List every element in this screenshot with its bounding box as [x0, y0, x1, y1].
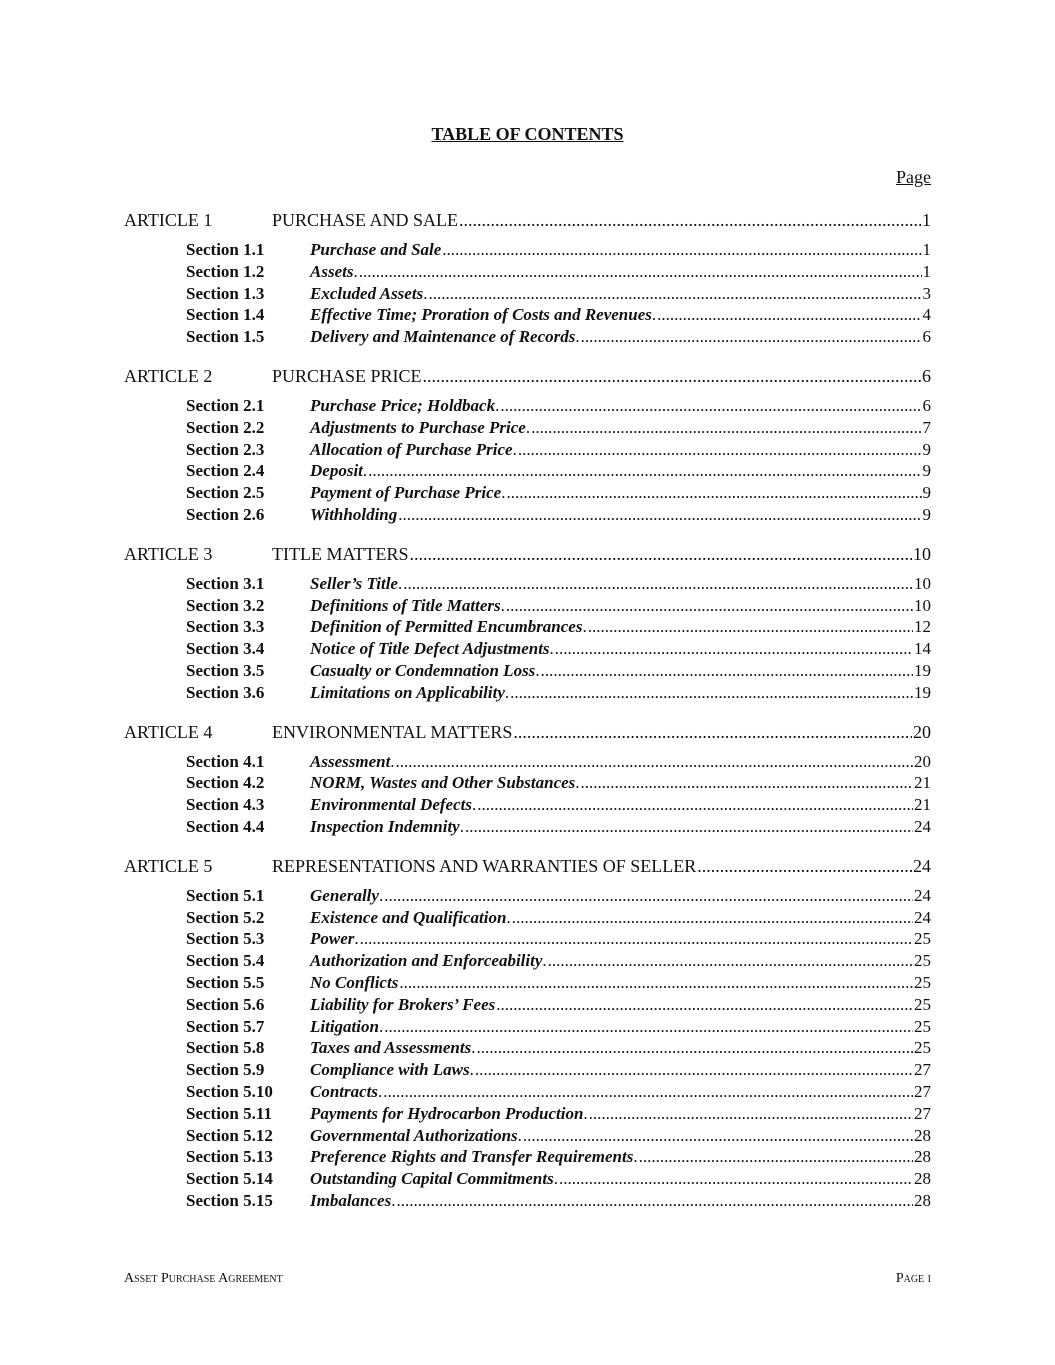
toc-section-entry[interactable] — [124, 1081, 931, 1103]
section-title: No Conflicts — [310, 972, 399, 992]
section-title-period: . — [504, 682, 510, 702]
dot-leader — [510, 682, 913, 704]
section-title-period: . — [500, 595, 505, 615]
section-title: Purchase Price; Holdback — [310, 395, 496, 415]
section-title: Inspection Indemnity — [310, 816, 460, 836]
dot-leader — [506, 482, 921, 504]
section-number: Section 4.3 — [186, 795, 265, 815]
section-title: Assets — [310, 261, 354, 281]
section-page-number: 25 — [914, 972, 931, 992]
toc-section-entry[interactable] — [124, 1125, 931, 1147]
article-number: ARTICLE 5 — [124, 855, 213, 876]
section-title: Generally — [310, 885, 379, 905]
toc-section-entry[interactable] — [124, 1037, 931, 1059]
section-number: Section 5.8 — [186, 1038, 265, 1058]
section-title: Payments for Hydrocarbon Production — [310, 1103, 584, 1123]
toc-section-entry[interactable] — [124, 950, 931, 972]
section-title-period: . — [575, 773, 580, 793]
section-page-number: 6 — [922, 327, 931, 347]
dot-leader — [442, 239, 921, 261]
section-title-period: . — [353, 261, 358, 281]
section-page-number: 14 — [914, 639, 931, 659]
section-number: Section 2.5 — [186, 483, 265, 503]
toc-section-entry[interactable] — [124, 1059, 931, 1081]
section-number: Section 5.5 — [186, 972, 265, 992]
dot-leader — [548, 950, 913, 972]
section-title: Liability for Brokers’ Fees — [310, 994, 496, 1014]
section-title-period: . — [553, 1169, 558, 1189]
article-title: REPRESENTATIONS AND WARRANTIES OF SELLER — [272, 855, 697, 876]
dot-leader — [581, 326, 922, 348]
section-title-period: . — [525, 417, 531, 437]
toc-section-entry[interactable] — [124, 1016, 931, 1038]
toc-section-entry[interactable] — [124, 1146, 931, 1168]
section-page-number: 25 — [914, 1016, 931, 1036]
toc-section-entry[interactable] — [124, 417, 931, 439]
section-page-number: 12 — [914, 617, 931, 637]
section-title: Deposit — [310, 461, 363, 481]
toc-section-entry[interactable] — [124, 460, 931, 482]
section-title-period: . — [459, 816, 464, 836]
section-title-period: . — [423, 283, 428, 303]
section-title-period: . — [471, 1038, 476, 1058]
toc-title: TABLE OF CONTENTS — [431, 124, 624, 144]
section-title: Excluded Assets — [310, 283, 424, 303]
section-title: Withholding — [310, 504, 398, 524]
toc-section-entry[interactable] — [124, 395, 931, 417]
article-page-number: 10 — [913, 543, 931, 564]
article-number: ARTICLE 1 — [124, 210, 213, 230]
dot-leader — [410, 543, 913, 565]
section-page-number: 28 — [914, 1147, 931, 1167]
section-title: Allocation of Purchase Price — [310, 439, 513, 459]
section-number: Section 5.13 — [186, 1147, 273, 1167]
section-title: Imbalances — [310, 1190, 392, 1210]
toc-section-entry[interactable] — [124, 794, 931, 816]
article-sections-list — [124, 751, 931, 838]
dot-leader — [541, 660, 913, 682]
toc-section-entry[interactable] — [124, 751, 931, 773]
section-page-number: 24 — [914, 885, 931, 905]
dot-leader — [581, 772, 913, 794]
section-title: Authorization and Enforceability — [310, 951, 543, 971]
article-page-number: 1 — [922, 210, 931, 230]
section-title: Contracts — [310, 1081, 379, 1101]
toc-section-entry[interactable] — [124, 439, 931, 461]
section-page-number: 19 — [914, 660, 931, 680]
toc-section-entry[interactable] — [124, 482, 931, 504]
section-number: Section 1.4 — [186, 305, 265, 325]
section-number: Section 5.4 — [186, 951, 265, 971]
section-title-period: . — [542, 951, 547, 971]
toc-section-entry[interactable] — [124, 928, 931, 950]
toc-section-entry[interactable] — [124, 682, 931, 704]
section-title-period: . — [378, 885, 384, 905]
dot-leader — [399, 972, 913, 994]
article-sections-list — [124, 885, 931, 1212]
section-number: Section 1.3 — [186, 283, 265, 303]
toc-section-entry[interactable] — [124, 816, 931, 838]
section-page-number: 4 — [922, 305, 931, 325]
section-number: Section 3.4 — [186, 639, 265, 659]
section-number: Section 2.2 — [186, 417, 265, 437]
toc-article-entry[interactable] — [124, 721, 931, 743]
dot-leader — [368, 460, 921, 482]
section-page-number: 24 — [914, 907, 931, 927]
dot-leader — [384, 1016, 913, 1038]
section-page-number: 24 — [914, 816, 931, 836]
section-title: Purchase and Sale — [310, 240, 442, 259]
section-title-period: . — [471, 795, 477, 815]
section-title-period: . — [378, 1081, 383, 1101]
section-number: Section 2.3 — [186, 439, 265, 459]
section-title-period: . — [362, 461, 368, 481]
section-number: Section 5.12 — [186, 1125, 273, 1145]
toc-section-entry[interactable] — [124, 283, 931, 305]
section-page-number: 25 — [914, 951, 931, 971]
toc-section-entry[interactable] — [124, 1168, 931, 1190]
section-number: Section 5.11 — [186, 1103, 272, 1123]
dot-leader — [359, 261, 922, 283]
section-page-number: 6 — [922, 395, 931, 415]
section-number: Section 4.2 — [186, 773, 265, 793]
section-page-number: 10 — [914, 595, 931, 615]
section-title-period: . — [535, 660, 540, 680]
section-title-period: . — [506, 907, 511, 927]
dot-leader — [559, 1168, 913, 1190]
section-title-period: . — [549, 639, 554, 659]
section-page-number: 28 — [914, 1169, 931, 1189]
section-page-number: 9 — [922, 439, 931, 459]
section-title: Compliance with Laws — [310, 1060, 470, 1080]
article-sections-list — [124, 395, 931, 526]
dot-leader — [384, 885, 913, 907]
toc-section-entry[interactable] — [124, 660, 931, 682]
section-number: Section 5.3 — [186, 929, 265, 949]
article-sections-list — [124, 239, 931, 348]
section-number: Section 3.5 — [186, 660, 265, 680]
section-page-number: 3 — [922, 283, 931, 303]
section-page-number: 25 — [914, 929, 931, 949]
section-number: Section 5.10 — [186, 1081, 273, 1101]
toc-article-entry[interactable] — [124, 543, 931, 565]
section-title-period: . — [495, 395, 500, 415]
dot-leader — [423, 365, 921, 387]
toc-section-entry[interactable] — [124, 504, 931, 526]
dot-leader — [475, 1059, 913, 1081]
footer-page-number: Page i — [895, 1271, 931, 1286]
footer-document-name: Asset Purchase Agreement — [124, 1271, 283, 1286]
section-number: Section 1.1 — [186, 240, 265, 259]
section-number: Section 5.6 — [186, 994, 265, 1014]
section-number: Section 1.5 — [186, 327, 265, 347]
article-page-number: 20 — [913, 721, 931, 742]
section-page-number: 27 — [914, 1103, 931, 1123]
section-number: Section 3.2 — [186, 595, 265, 615]
article-number: ARTICLE 2 — [124, 365, 213, 386]
toc-section-entry[interactable] — [124, 573, 931, 595]
section-number: Section 2.4 — [186, 461, 265, 481]
section-title: Definition of Permitted Encumbrances — [310, 617, 583, 637]
section-title-period: . — [391, 1190, 396, 1210]
dot-leader — [396, 751, 913, 773]
dot-leader — [506, 595, 913, 617]
section-number: Section 5.1 — [186, 885, 265, 905]
dot-leader — [477, 794, 913, 816]
page-footer — [124, 1271, 931, 1287]
section-page-number: 19 — [914, 682, 931, 702]
section-title: Delivery and Maintenance of Records — [310, 327, 576, 347]
section-page-number: 9 — [922, 504, 931, 524]
section-title-period: . — [469, 1060, 474, 1080]
section-page-number: 28 — [914, 1125, 931, 1145]
section-page-number: 1 — [922, 240, 931, 259]
toc-section-entry[interactable] — [124, 304, 931, 326]
dot-leader — [360, 928, 913, 950]
section-number: Section 5.14 — [186, 1169, 273, 1189]
section-title: Limitations on Applicability — [310, 682, 505, 702]
toc-section-entry[interactable] — [124, 261, 931, 283]
section-title: Taxes and Assessments — [310, 1038, 472, 1058]
section-page-number: 25 — [914, 1038, 931, 1058]
section-title: Governmental Authorizations — [310, 1125, 518, 1145]
section-number: Section 2.1 — [186, 395, 265, 415]
section-page-number: 27 — [914, 1081, 931, 1101]
article-title: PURCHASE AND SALE — [272, 210, 459, 230]
section-page-number: 27 — [914, 1060, 931, 1080]
section-title: NORM, Wastes and Other Substances — [310, 773, 576, 793]
toc-section-entry[interactable] — [124, 616, 931, 638]
dot-leader — [459, 209, 921, 231]
section-title-period: . — [390, 751, 395, 771]
section-number: Section 5.2 — [186, 907, 265, 927]
article-number: ARTICLE 3 — [124, 543, 213, 564]
dot-leader — [513, 721, 912, 743]
section-page-number: 28 — [914, 1190, 931, 1210]
dot-leader — [657, 304, 921, 326]
toc-article-entry[interactable] — [124, 855, 931, 877]
section-number: Section 3.6 — [186, 682, 265, 702]
section-title: Power — [310, 929, 355, 949]
dot-leader — [465, 816, 913, 838]
section-page-number: 20 — [914, 751, 931, 771]
toc-section-entry[interactable] — [124, 595, 931, 617]
section-page-number: 10 — [914, 573, 931, 593]
toc-section-entry[interactable] — [124, 326, 931, 348]
section-title: Environmental Defects — [310, 795, 472, 815]
section-title: Adjustments to Purchase Price — [310, 417, 526, 437]
section-number: Section 5.15 — [186, 1190, 273, 1210]
section-title: Casualty or Condemnation Loss — [310, 660, 536, 680]
section-page-number: 21 — [914, 773, 931, 793]
section-number: Section 3.3 — [186, 617, 265, 637]
section-title-period: . — [517, 1125, 522, 1145]
toc-article-entry[interactable] — [124, 209, 931, 231]
section-title-period: . — [575, 327, 580, 347]
dot-leader — [428, 283, 921, 305]
section-page-number: 9 — [922, 461, 931, 481]
dot-leader — [697, 855, 912, 877]
section-title: Effective Time; Proration of Costs and Revenues — [310, 305, 652, 325]
toc-section-entry[interactable] — [124, 239, 931, 261]
toc-section-entry[interactable] — [124, 994, 931, 1016]
section-title-period: . — [501, 483, 506, 503]
dot-leader — [531, 417, 921, 439]
section-title: Seller’s Title — [310, 573, 398, 593]
section-title: Definitions of Title Matters — [310, 595, 501, 615]
dot-leader — [555, 638, 913, 660]
toc-section-entry[interactable] — [124, 907, 931, 929]
dot-leader — [500, 395, 921, 417]
toc-section-entry[interactable] — [124, 1190, 931, 1212]
section-number: Section 5.9 — [186, 1060, 265, 1080]
section-number: Section 4.1 — [186, 751, 265, 771]
dot-leader — [496, 994, 913, 1016]
toc-section-entry[interactable] — [124, 972, 931, 994]
dot-leader — [639, 1146, 913, 1168]
section-title-period: . — [354, 929, 359, 949]
section-number: Section 2.6 — [186, 504, 265, 524]
article-number: ARTICLE 4 — [124, 721, 213, 742]
table-of-contents — [124, 209, 931, 1229]
section-title-period: . — [583, 1103, 588, 1123]
toc-section-entry[interactable] — [124, 1103, 931, 1125]
toc-section-entry[interactable] — [124, 885, 931, 907]
dot-leader — [589, 1103, 913, 1125]
section-title-period: . — [651, 305, 657, 325]
section-title: Outstanding Capital Commitments — [310, 1169, 554, 1189]
section-title-period: . — [378, 1016, 384, 1036]
section-number: Section 1.2 — [186, 261, 265, 281]
section-title: Existence and Qualification — [310, 907, 507, 927]
page-column-label: Page — [896, 167, 931, 187]
section-title: Assessment — [310, 751, 391, 771]
section-title-period: . — [582, 617, 587, 637]
section-number: Section 3.1 — [186, 573, 265, 593]
dot-leader — [512, 907, 913, 929]
article-sections-list — [124, 573, 931, 704]
section-title-period: . — [512, 439, 517, 459]
section-title-period: . — [633, 1147, 638, 1167]
dot-leader — [588, 616, 913, 638]
section-title-period: . — [397, 573, 403, 593]
toc-article-entry[interactable] — [124, 365, 931, 387]
section-page-number: 25 — [914, 994, 931, 1014]
dot-leader — [403, 573, 913, 595]
section-page-number: 9 — [922, 483, 931, 503]
dot-leader — [383, 1081, 913, 1103]
section-number: Section 4.4 — [186, 816, 265, 836]
article-title: TITLE MATTERS — [272, 543, 409, 564]
section-title: Notice of Title Defect Adjustments — [310, 639, 550, 659]
article-page-number: 24 — [913, 855, 931, 876]
dot-leader — [518, 439, 922, 461]
article-page-number: 6 — [922, 365, 931, 386]
section-number: Section 5.7 — [186, 1016, 265, 1036]
section-page-number: 1 — [922, 261, 931, 281]
section-title: Payment of Purchase Price — [310, 483, 502, 503]
article-title: ENVIRONMENTAL MATTERS — [272, 721, 513, 742]
dot-leader — [398, 504, 921, 526]
dot-leader — [396, 1190, 913, 1212]
dot-leader — [523, 1125, 913, 1147]
section-page-number: 21 — [914, 795, 931, 815]
section-title: Litigation — [310, 1016, 379, 1036]
section-title: Preference Rights and Transfer Requirements — [310, 1147, 634, 1167]
toc-section-entry[interactable] — [124, 772, 931, 794]
dot-leader — [476, 1037, 913, 1059]
article-title: PURCHASE PRICE — [272, 365, 422, 386]
section-page-number: 7 — [922, 417, 931, 437]
toc-section-entry[interactable] — [124, 638, 931, 660]
